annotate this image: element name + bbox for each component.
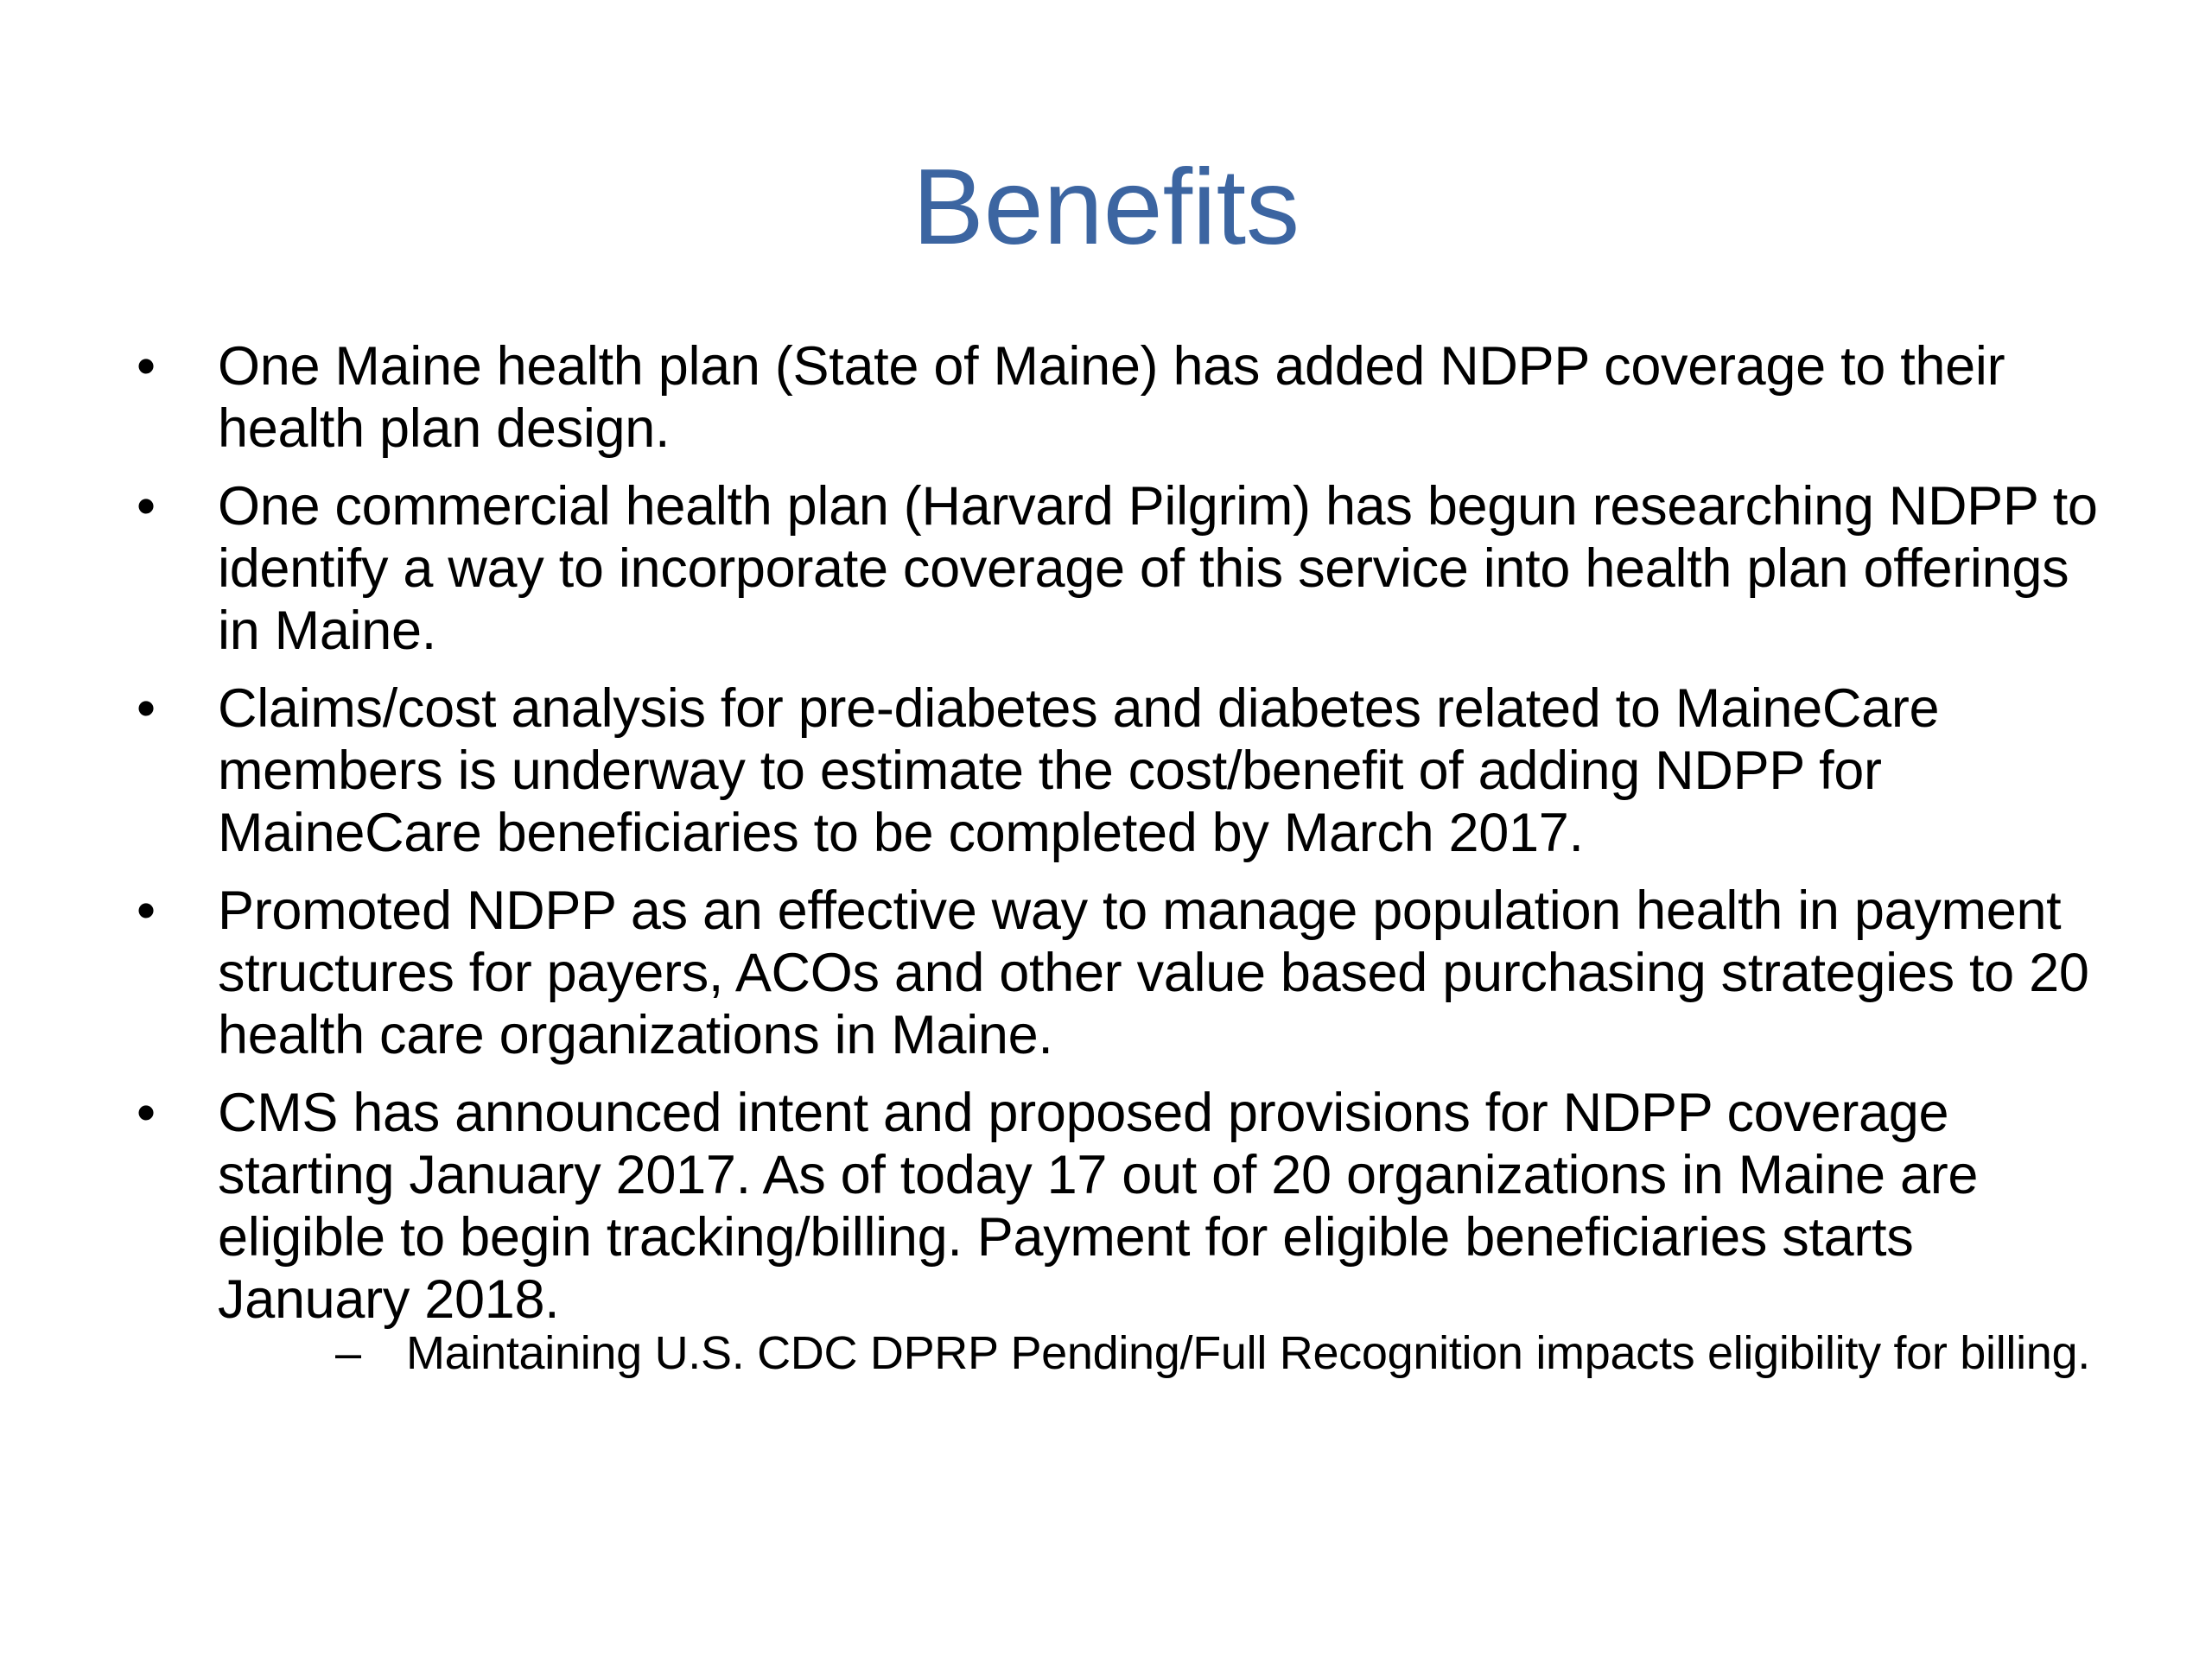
bullet-item <box>130 880 2117 1066</box>
bullet-text: Promoted NDPP as an effective way to manage population health in payment structures for payers, ACOs and other value based purchasing strategies to 20 health care organizations in Maine. <box>218 880 2089 1065</box>
bullet-item <box>130 1082 2117 1379</box>
bullet-marker: • <box>137 476 156 537</box>
bullet-list <box>130 335 2117 1386</box>
sub-bullet-text: Maintaining U.S. CDC DPRP Pending/Full Recognition impacts eligibility for billing. <box>406 1327 2090 1379</box>
bullet-item <box>130 677 2117 864</box>
sub-bullet-item <box>335 1327 2117 1379</box>
bullet-text: CMS has announced intent and proposed provisions for NDPP coverage starting January 2017. As of today 17 out of 20 organizations in Maine are eligible to begin tracking/billing. Payment for eligible beneficiaries starts January 2018. <box>218 1083 1979 1330</box>
bullet-marker: • <box>137 880 156 941</box>
bullet-text: One Maine health plan (State of Maine) has added NDPP coverage to their health plan design. <box>218 336 2005 459</box>
bullet-marker: • <box>137 1083 156 1143</box>
bullet-text: One commercial health plan (Harvard Pilgrim) has begun researching NDPP to identify a way to incorporate coverage of this service into health plan offerings in Maine. <box>218 476 2098 661</box>
slide-title: Benefits <box>912 148 1300 267</box>
bullet-item <box>130 475 2117 662</box>
sub-bullet-marker: – <box>335 1327 361 1379</box>
bullet-marker: • <box>137 336 156 397</box>
bullet-marker: • <box>137 678 156 739</box>
bullet-item <box>130 335 2117 460</box>
sub-bullet-list <box>218 1327 2117 1379</box>
bullet-text: Claims/cost analysis for pre-diabetes and diabetes related to MaineCare members is underway to estimate the cost/benefit of adding NDPP for MaineCare beneficiaries to be completed by March 2017. <box>218 678 1940 863</box>
